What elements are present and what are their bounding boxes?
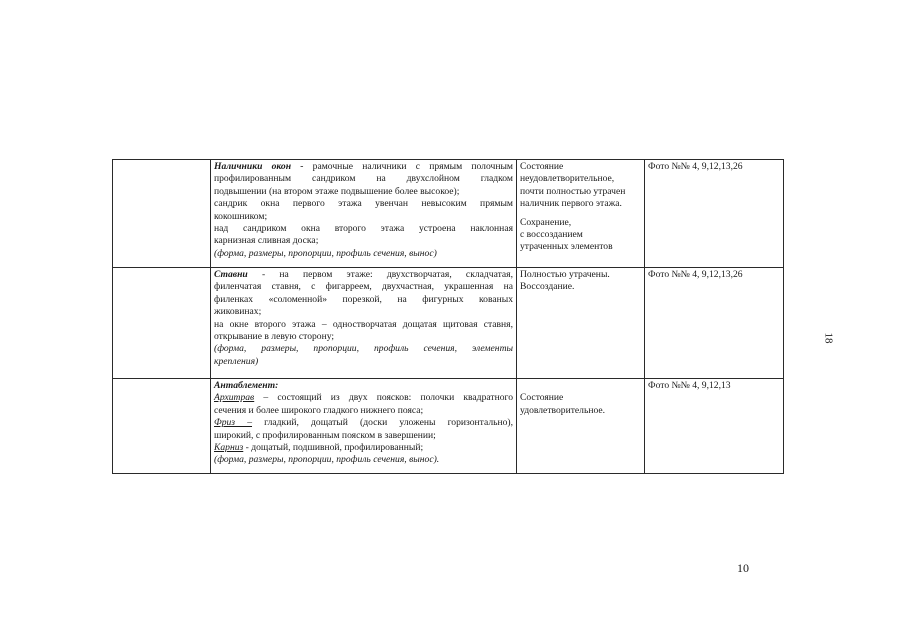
condition-line: Состояние	[520, 161, 564, 172]
description-cell	[211, 268, 517, 379]
photo-ref-cell	[645, 268, 784, 379]
condition-line: Воссоздание.	[520, 281, 575, 293]
description-note: (форма, размеры, пропорции, профиль сечения, вынос)	[214, 247, 437, 259]
page-number: 10	[737, 561, 749, 575]
condition-line: почти полностью утрачен	[520, 185, 626, 197]
description-line: над сандриком окна второго этажа устроена наклонная	[214, 223, 513, 235]
element-title: Ставни	[214, 269, 248, 280]
condition-line: неудовлетворительное,	[520, 173, 615, 185]
description-line: жиковинах;	[214, 306, 262, 318]
element-title: Наличники окон -	[214, 161, 304, 172]
description-line: на окне второго этажа – одностворчатая дощатая щитовая ставня,	[214, 318, 513, 330]
description-line: карнизная сливная доска;	[214, 235, 319, 247]
description-line: Архитрав – состоящий из двух поясков: полочки квадратного	[214, 392, 513, 404]
photo-reference: Фото №№ 4, 9,12,13,26	[648, 269, 743, 280]
description-line: широкий, с профилированным пояском в завершении;	[214, 429, 436, 441]
element-title: Антаблемент:	[214, 380, 279, 391]
description-note: (форма, размеры, пропорции, профиль сечения, элементы	[214, 343, 513, 355]
condition-line: Полностью утрачены.	[520, 269, 610, 280]
photo-ref-cell	[645, 379, 784, 474]
empty-cell	[113, 379, 211, 474]
photo-reference: Фото №№ 4, 9,12,13,26	[648, 161, 743, 172]
description-line: подвышении (на втором этаже подвышение более высокое);	[214, 185, 460, 197]
table-row	[113, 379, 784, 474]
condition-line: удовлетворительное.	[520, 404, 606, 416]
description-line: Наличники окон - рамочные наличники с прямым полочным	[214, 161, 513, 172]
rotated-page-number: 18	[822, 332, 835, 344]
description-line: Фриз – гладкий, дощатый (доски уложены горизонтально),	[214, 417, 513, 429]
condition-cell	[517, 160, 645, 268]
condition-cell	[517, 268, 645, 379]
element-term: Архитрав	[214, 392, 255, 404]
condition-line: наличник первого этажа.	[520, 198, 622, 210]
table-row	[113, 160, 784, 268]
restoration-spec-table	[112, 159, 784, 474]
element-term: Карниз	[214, 442, 244, 454]
description-note: (форма, размеры, пропорции, профиль сечения, вынос).	[214, 454, 440, 466]
description-line: кокошником;	[214, 210, 268, 222]
condition-line	[520, 380, 641, 392]
condition-cell	[517, 379, 645, 474]
description-note: крепления)	[214, 355, 259, 367]
description-line: открывание в левую сторону;	[214, 331, 335, 343]
description-cell	[211, 160, 517, 268]
condition-line: Состояние	[520, 392, 564, 404]
description-line: профилированным сандриком на двухслойном гладком	[214, 173, 513, 185]
action-line: с воссозданием	[520, 229, 583, 241]
description-line: филенках «соломенной» порезкой, на фигурных кованых	[214, 293, 513, 305]
description-line: филенчатая ставня, с фигарреем, двухчастная, украшенная на	[214, 281, 513, 293]
element-term: Фриз –	[214, 417, 253, 429]
description-line: сандрик окна первого этажа увенчан невысоким прямым	[214, 198, 513, 210]
description-line: Карниз - дощатый, подшивной, профилированный;	[214, 442, 424, 454]
action-line: Сохранение,	[520, 216, 572, 228]
empty-cell	[113, 160, 211, 268]
photo-reference: Фото №№ 4, 9,12,13	[648, 380, 731, 391]
description-line: Ставни - на первом этаже: двухстворчатая, складчатая,	[214, 269, 513, 280]
description-cell	[211, 379, 517, 474]
description-line: сечения и более широкого гладкого нижнего пояса;	[214, 404, 424, 416]
photo-ref-cell	[645, 160, 784, 268]
empty-cell	[113, 268, 211, 379]
action-line: утраченных элементов	[520, 241, 613, 253]
table-row	[113, 268, 784, 379]
